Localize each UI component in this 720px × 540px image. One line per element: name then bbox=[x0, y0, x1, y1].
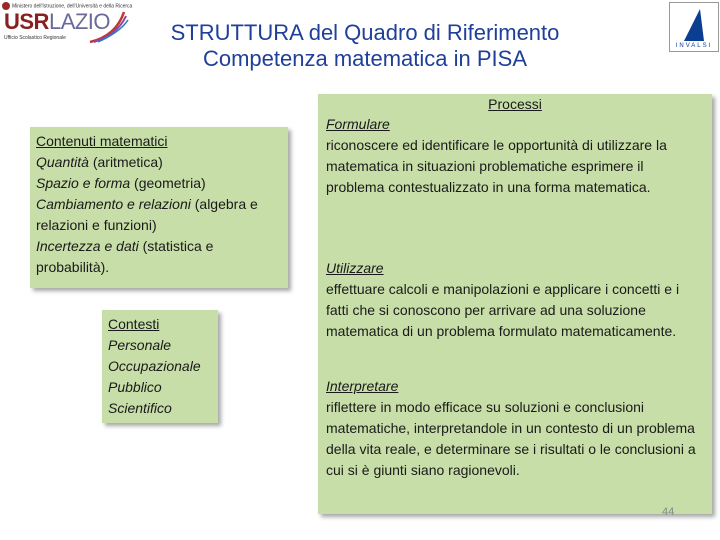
contenuti-box bbox=[30, 127, 288, 288]
contenuti-item: Incertezza e dati (statistica e probabilità). bbox=[36, 238, 214, 275]
invalsi-logo bbox=[669, 2, 719, 52]
contesti-item: Personale bbox=[108, 337, 172, 353]
processi-box bbox=[318, 94, 712, 514]
processo-title: Utilizzare bbox=[326, 260, 384, 276]
processi-heading: Processi bbox=[488, 96, 542, 112]
logo-office-text: Ufficio Scolastico Regionale bbox=[4, 35, 66, 41]
slide-title bbox=[130, 20, 600, 72]
logo-swoosh-icon bbox=[86, 6, 130, 46]
logo-usr-text: USR bbox=[4, 9, 49, 34]
contesti-item: Scientifico bbox=[108, 400, 172, 416]
contesti-box bbox=[102, 310, 218, 423]
contesti-item: Occupazionale bbox=[108, 358, 201, 374]
processo-text: effettuare calcoli e manipolazioni e applicare i concetti e i fatti che si conoscono per arrivare ad una soluzione matematica di un problema formulato matematicamente. bbox=[326, 281, 680, 339]
contenuti-item: Spazio e forma (geometria) bbox=[36, 175, 206, 191]
invalsi-text: INVALSI bbox=[675, 43, 713, 49]
contenuti-item: Quantità (aritmetica) bbox=[36, 154, 163, 170]
page-number: 44 bbox=[662, 506, 675, 518]
logo-ministry-text: Ministero dell'Istruzione, dell'Università e della Ricerca bbox=[12, 3, 133, 10]
processo-text: riconoscere ed identificare le opportunità di utilizzare la matematica in situazioni problematiche esprimere il problema contestualizzato in una forma matematica. bbox=[326, 137, 667, 195]
title-line-2: Competenza matematica in PISA bbox=[202, 46, 528, 71]
contenuti-heading: Contenuti matematici bbox=[36, 133, 168, 149]
contesti-item: Pubblico bbox=[108, 379, 162, 395]
processo-title: Formulare bbox=[326, 116, 390, 132]
usr-lazio-logo bbox=[2, 2, 133, 50]
processo-text: riflettere in modo efficace su soluzioni e conclusioni matematiche, interpretandole in un contesto di un problema della vita reale, e determinare se i risultati o le conclusioni a cui si è giunti siano ragionevoli. bbox=[326, 399, 696, 478]
contesti-heading: Contesti bbox=[108, 316, 160, 332]
processo-title: Interpretare bbox=[326, 378, 399, 394]
logo-lazio-text: LAZIO bbox=[48, 9, 111, 34]
title-line-1: STRUTTURA del Quadro di Riferimento bbox=[170, 20, 560, 45]
processo-formulare bbox=[326, 114, 704, 198]
contenuti-item: Cambiamento e relazioni (algebra e relazioni e funzioni) bbox=[36, 196, 258, 233]
processo-utilizzare bbox=[326, 258, 704, 342]
processo-interpretare bbox=[326, 376, 704, 481]
